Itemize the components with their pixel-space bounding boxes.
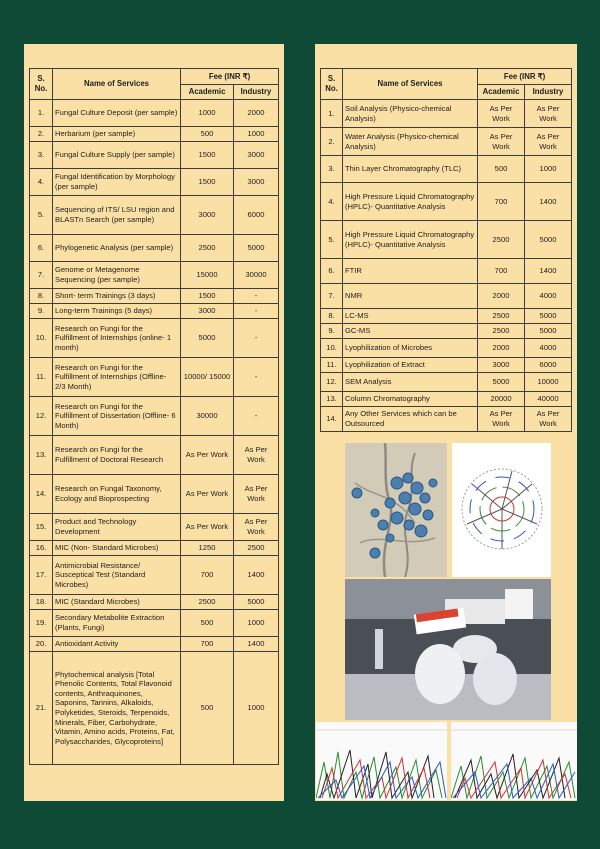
row-number: 14.	[30, 475, 53, 514]
service-header: Name of Services	[343, 69, 478, 100]
row-number: 4.	[30, 169, 53, 196]
academic-fee: 3000	[478, 358, 525, 373]
industry-fee: 6000	[525, 358, 572, 373]
table-row	[30, 169, 279, 196]
table-row	[30, 610, 279, 637]
service-header: Name of Services	[53, 69, 181, 100]
industry-fee: As Per Work	[525, 100, 572, 128]
row-number: 20.	[30, 637, 53, 652]
academic-fee: 700	[181, 556, 234, 595]
academic-fee: 500	[181, 127, 234, 142]
industry-fee: 1400	[525, 183, 572, 221]
academic-fee: As Per Work	[181, 436, 234, 475]
service-name: Antimicrobial Resistance/ Susceptical Test (Standard Microbes)	[53, 556, 181, 595]
table-row	[30, 235, 279, 262]
table-row	[30, 289, 279, 304]
academic-fee: 3000	[181, 196, 234, 235]
industry-fee: 4000	[525, 339, 572, 358]
academic-fee: 30000	[181, 397, 234, 436]
table-row	[321, 358, 572, 373]
industry-fee: 40000	[525, 392, 572, 407]
row-number: 12.	[30, 397, 53, 436]
table-row	[30, 142, 279, 169]
academic-fee: 10000/ 15000	[181, 358, 234, 397]
table-row	[321, 392, 572, 407]
industry-fee: 1000	[234, 610, 279, 637]
row-number: 16.	[30, 541, 53, 556]
chromatogram-icon	[451, 722, 577, 800]
academic-fee: 1500	[181, 289, 234, 304]
service-name: Research on Fungal Taxonomy, Ecology and Bioprospecting	[53, 475, 181, 514]
service-name: Research on Fungi for the Fulfillment of Internships (online- 1 month)	[53, 319, 181, 358]
industry-fee: As Per Work	[234, 436, 279, 475]
industry-fee: 1400	[525, 259, 572, 284]
row-number: 5.	[321, 221, 343, 259]
service-name: Fungal Culture Deposit (per sample)	[53, 100, 181, 127]
table-row	[30, 100, 279, 127]
academic-fee: 1500	[181, 169, 234, 196]
chromatogram-icon	[316, 722, 447, 800]
table-row	[321, 183, 572, 221]
academic-fee: 700	[181, 637, 234, 652]
table-row	[321, 259, 572, 284]
service-name: MIC (Standard Microbes)	[53, 595, 181, 610]
service-name: Fungal Culture Supply (per sample)	[53, 142, 181, 169]
service-name: Fungal Identification by Morphology (per sample)	[53, 169, 181, 196]
table-row	[30, 637, 279, 652]
academic-fee: 500	[181, 610, 234, 637]
academic-fee: 2500	[478, 324, 525, 339]
row-number: 8.	[30, 289, 53, 304]
table-row	[30, 319, 279, 358]
academic-fee: 20000	[478, 392, 525, 407]
service-name: NMR	[343, 284, 478, 309]
academic-fee: 2500	[478, 309, 525, 324]
table-row	[30, 127, 279, 142]
sno-header: S. No.	[30, 69, 53, 100]
fee-header: Fee (INR ₹)	[478, 69, 572, 85]
service-name: Water Analysis (Physico-chemical Analysis)	[343, 128, 478, 156]
row-number: 6.	[321, 259, 343, 284]
service-name: Thin Layer Chromatography (TLC)	[343, 156, 478, 183]
academic-header: Academic	[181, 85, 234, 100]
service-name: Genome or Metagenome Sequencing (per sample)	[53, 262, 181, 289]
row-number: 19.	[30, 610, 53, 637]
service-name: FTIR	[343, 259, 478, 284]
service-name: MIC (Non- Standard Microbes)	[53, 541, 181, 556]
table-row	[321, 156, 572, 183]
service-name: Research on Fungi for the Fulfillment of Dissertation (Offline- 6 Month)	[53, 397, 181, 436]
industry-header: Industry	[234, 85, 279, 100]
table-row	[30, 358, 279, 397]
table-row	[30, 652, 279, 765]
industry-fee: 6000	[234, 196, 279, 235]
industry-fee: 4000	[525, 284, 572, 309]
table-row	[321, 407, 572, 432]
laboratory-work-icon	[345, 579, 551, 720]
row-number: 15.	[30, 514, 53, 541]
row-number: 3.	[321, 156, 343, 183]
industry-fee: 5000	[525, 221, 572, 259]
row-number: 13.	[30, 436, 53, 475]
right-fee-table	[320, 68, 572, 432]
academic-fee: 500	[181, 652, 234, 765]
row-number: 21.	[30, 652, 53, 765]
row-number: 17.	[30, 556, 53, 595]
industry-fee: -	[234, 397, 279, 436]
service-name: Herbarium (per sample)	[53, 127, 181, 142]
table-row	[321, 221, 572, 259]
academic-fee: 5000	[181, 319, 234, 358]
industry-fee: 1000	[234, 127, 279, 142]
industry-fee: -	[234, 358, 279, 397]
industry-fee: 3000	[234, 142, 279, 169]
row-number: 3.	[30, 142, 53, 169]
service-name: Phytochemical analysis [Total Phenolic Contents, Total Flavonoid contents, Anthraquinones, Saponins, Tannins, Alkaloids, Polyketides, Steroids, Terpenoids, Minerals, Fiber, Carbohydrate, Vitamin, Amino acids, Proteins, Fat, Polysaccharides, Glycoproteins]	[53, 652, 181, 765]
academic-fee: 2000	[478, 339, 525, 358]
academic-fee: 2500	[181, 235, 234, 262]
row-number: 5.	[30, 196, 53, 235]
industry-fee: 1400	[234, 556, 279, 595]
table-row	[30, 262, 279, 289]
academic-fee: As Per Work	[181, 514, 234, 541]
industry-fee: 30000	[234, 262, 279, 289]
table-row	[321, 339, 572, 358]
service-name: Column Chromatography	[343, 392, 478, 407]
industry-fee: 2500	[234, 541, 279, 556]
row-number: 2.	[30, 127, 53, 142]
table-row	[321, 309, 572, 324]
academic-fee: 2500	[478, 221, 525, 259]
industry-fee: 5000	[234, 595, 279, 610]
industry-fee: 2000	[234, 100, 279, 127]
row-number: 6.	[30, 235, 53, 262]
service-name: SEM Analysis	[343, 373, 478, 392]
service-name: Phylogenetic Analysis (per sample)	[53, 235, 181, 262]
academic-fee: 15000	[181, 262, 234, 289]
table-row	[30, 514, 279, 541]
table-row	[321, 373, 572, 392]
service-name: Product and Technology Development	[53, 514, 181, 541]
service-name: Research on Fungi for the Fulfillment of Doctoral Research	[53, 436, 181, 475]
industry-fee: As Per Work	[525, 407, 572, 432]
industry-fee: -	[234, 319, 279, 358]
industry-fee: As Per Work	[234, 475, 279, 514]
service-name: Research on Fungi for the Fulfillment of Internships (Offline- 2/3 Month)	[53, 358, 181, 397]
table-row	[30, 475, 279, 514]
academic-fee: As Per Work	[478, 100, 525, 128]
academic-fee: 700	[478, 183, 525, 221]
row-number: 14.	[321, 407, 343, 432]
academic-fee: 500	[478, 156, 525, 183]
service-name: Sequencing of ITS/ LSU region and BLASTn Search (per sample)	[53, 196, 181, 235]
academic-fee: 5000	[478, 373, 525, 392]
table-row	[30, 397, 279, 436]
academic-fee: 700	[478, 259, 525, 284]
fee-header: Fee (INR ₹)	[181, 69, 279, 85]
industry-fee: 1000	[525, 156, 572, 183]
academic-fee: As Per Work	[478, 128, 525, 156]
service-name: Lyophilization of Microbes	[343, 339, 478, 358]
row-number: 11.	[321, 358, 343, 373]
academic-fee: 3000	[181, 304, 234, 319]
table-row	[30, 541, 279, 556]
industry-fee: 5000	[525, 324, 572, 339]
academic-fee: 2000	[478, 284, 525, 309]
service-name: Short- term Trainings (3 days)	[53, 289, 181, 304]
industry-fee: 5000	[525, 309, 572, 324]
academic-header: Academic	[478, 85, 525, 100]
row-number: 11.	[30, 358, 53, 397]
service-name: Lyophilization of Extract	[343, 358, 478, 373]
industry-fee: 1400	[234, 637, 279, 652]
service-name: Soil Analysis (Physico-chemical Analysis)	[343, 100, 478, 128]
table-row	[30, 304, 279, 319]
industry-header: Industry	[525, 85, 572, 100]
academic-fee: 1250	[181, 541, 234, 556]
row-number: 7.	[321, 284, 343, 309]
industry-fee: 1000	[234, 652, 279, 765]
service-name: LC-MS	[343, 309, 478, 324]
industry-fee: 3000	[234, 169, 279, 196]
table-row	[321, 100, 572, 128]
service-name: Secondary Metabolite Extraction (Plants, Fungi)	[53, 610, 181, 637]
row-number: 4.	[321, 183, 343, 221]
sno-header: S. No.	[321, 69, 343, 100]
table-row	[30, 595, 279, 610]
row-number: 9.	[30, 304, 53, 319]
service-name: Any Other Services which can be Outsourced	[343, 407, 478, 432]
row-number: 1.	[321, 100, 343, 128]
academic-fee: 1000	[181, 100, 234, 127]
academic-fee: 1500	[181, 142, 234, 169]
table-row	[321, 324, 572, 339]
row-number: 12.	[321, 373, 343, 392]
industry-fee: 5000	[234, 235, 279, 262]
row-number: 18.	[30, 595, 53, 610]
academic-fee: As Per Work	[478, 407, 525, 432]
row-number: 7.	[30, 262, 53, 289]
service-name: High Pressure Liquid Chromatography (HPLC)- Quantitative Analysis	[343, 183, 478, 221]
academic-fee: As Per Work	[181, 475, 234, 514]
fungi-microscopy-icon	[345, 443, 447, 577]
row-number: 13.	[321, 392, 343, 407]
service-name: Antioxidant Activity	[53, 637, 181, 652]
table-row	[30, 436, 279, 475]
industry-fee: -	[234, 304, 279, 319]
row-number: 2.	[321, 128, 343, 156]
service-name: High Pressure Liquid Chromatography (HPLC)- Quantitative Analysis	[343, 221, 478, 259]
row-number: 10.	[30, 319, 53, 358]
table-row	[321, 284, 572, 309]
phylogenetic-tree-icon	[452, 443, 551, 577]
row-number: 9.	[321, 324, 343, 339]
academic-fee: 2500	[181, 595, 234, 610]
industry-fee: As Per Work	[234, 514, 279, 541]
table-row	[321, 128, 572, 156]
table-row	[30, 196, 279, 235]
row-number: 8.	[321, 309, 343, 324]
left-fee-table	[29, 68, 279, 765]
industry-fee: -	[234, 289, 279, 304]
service-name: GC-MS	[343, 324, 478, 339]
industry-fee: As Per Work	[525, 128, 572, 156]
industry-fee: 10000	[525, 373, 572, 392]
row-number: 1.	[30, 100, 53, 127]
row-number: 10.	[321, 339, 343, 358]
table-row	[30, 556, 279, 595]
service-name: Long-term Trainings (5 days)	[53, 304, 181, 319]
